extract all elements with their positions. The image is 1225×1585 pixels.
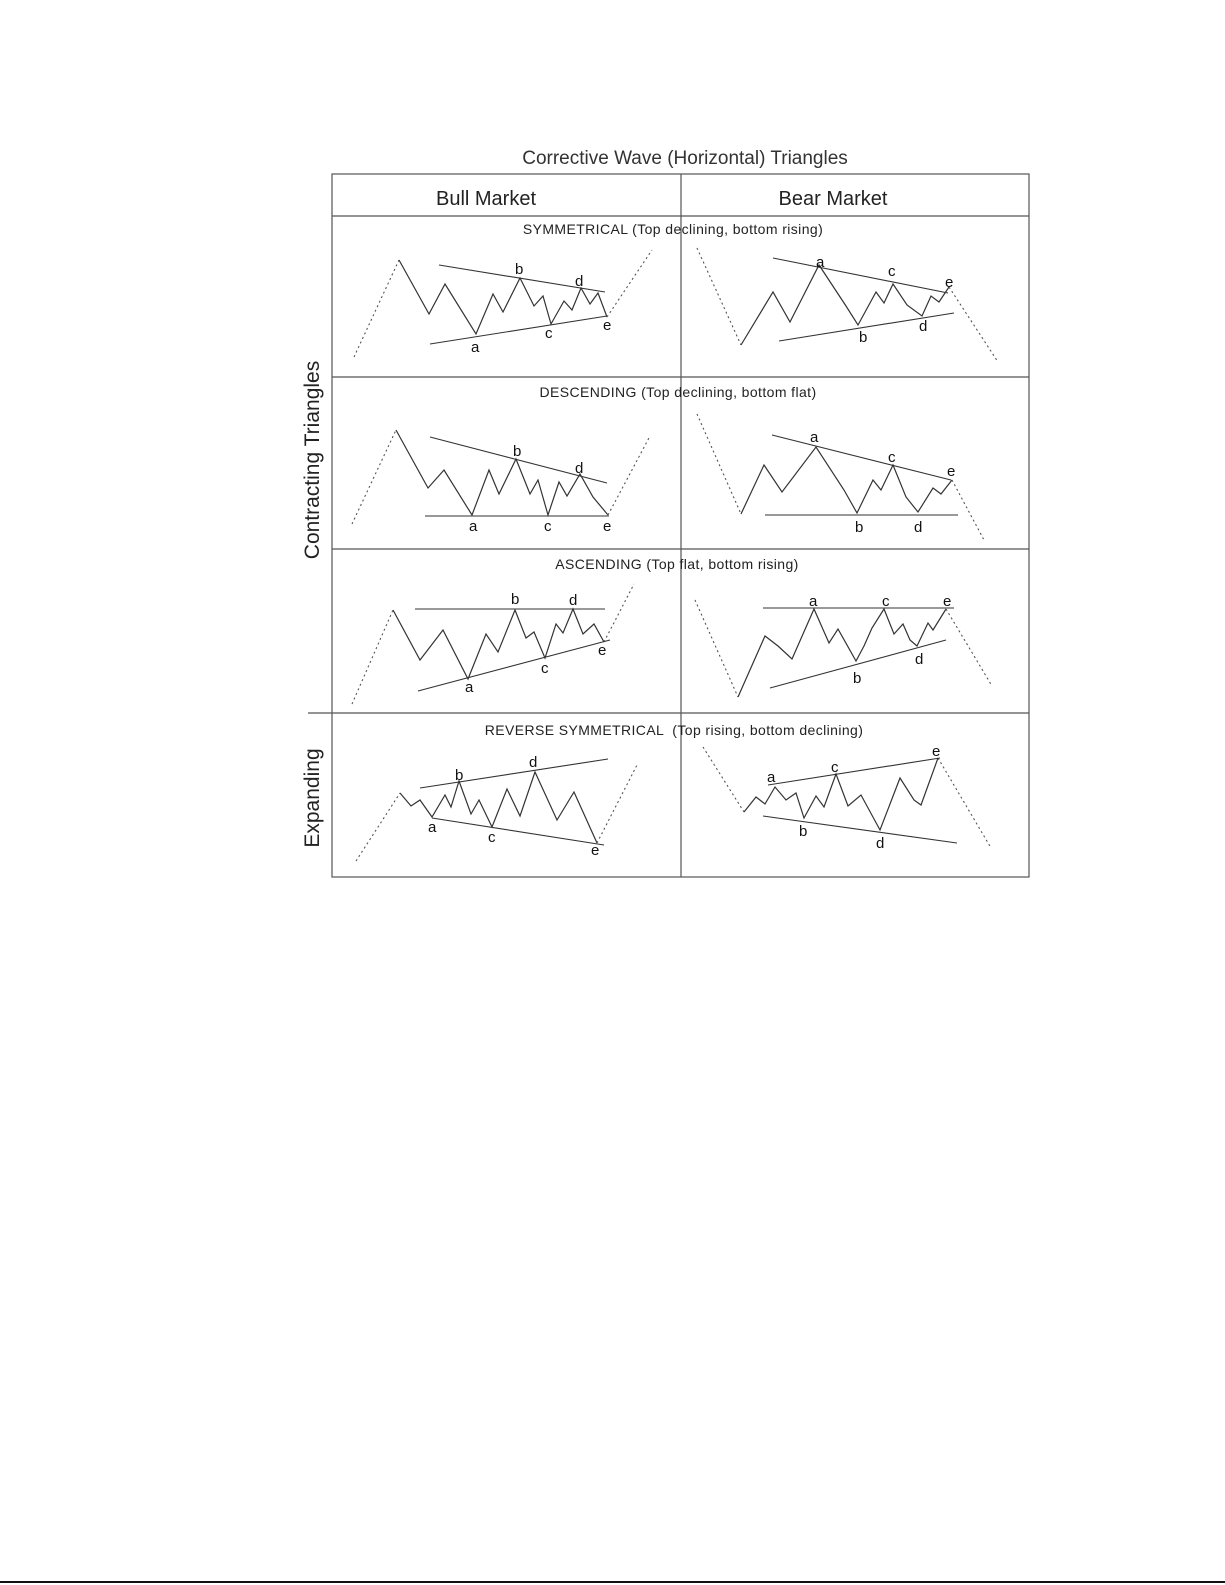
side-label-expanding: Expanding [301, 748, 324, 848]
wave-label-a: a [471, 339, 480, 356]
diagram-symmetrical-bear [697, 248, 998, 362]
wave-label-b: b [853, 670, 862, 687]
wave-label-e: e [603, 317, 612, 334]
wave-label-e: e [591, 842, 600, 859]
row-heading-ascending: ASCENDING (Top flat, bottom rising) [555, 556, 799, 572]
wave-label-a: a [469, 518, 478, 535]
wave-label-b: b [855, 519, 864, 536]
diagram-descending-bear [697, 414, 984, 540]
diagram-reverse-symmetrical-bull [356, 754, 637, 861]
wave-label-c: c [888, 263, 896, 280]
wave-label-c: c [545, 325, 553, 342]
wave-label-a: a [465, 679, 474, 696]
row-heading-symmetrical: SYMMETRICAL (Top declining, bottom rising) [522, 221, 824, 237]
wave-label-d: d [569, 592, 578, 609]
row-heading-descending: DESCENDING (Top declining, bottom flat) [539, 384, 817, 400]
wave-label-c: c [488, 829, 496, 846]
diagram-symmetrical-bull [354, 250, 652, 357]
wave-label-a: a [809, 593, 818, 610]
row-heading-reverse-symmetrical: REVERSE SYMMETRICAL (Top rising, bottom declining) [484, 722, 864, 738]
column-header-bear: Bear Market [778, 188, 888, 210]
wave-label-b: b [511, 591, 520, 608]
wave-label-c: c [882, 593, 890, 610]
wave-label-d: d [575, 460, 584, 477]
diagram-reverse-symmetrical-bear [703, 743, 991, 852]
wave-label-e: e [943, 593, 952, 610]
wave-label-a: a [810, 429, 819, 446]
wave-label-e: e [947, 463, 956, 480]
wave-label-b: b [513, 443, 522, 460]
wave-label-d: d [914, 519, 923, 536]
diagram-ascending-bear [695, 593, 992, 697]
figure-title: Corrective Wave (Horizontal) Triangles [522, 148, 848, 169]
wave-label-b: b [799, 823, 808, 840]
wave-label-a: a [428, 819, 437, 836]
wave-label-d: d [915, 651, 924, 668]
wave-label-e: e [603, 518, 612, 535]
wave-label-d: d [529, 754, 538, 771]
wave-label-e: e [932, 743, 941, 760]
diagram-descending-bull [352, 430, 650, 535]
wave-label-c: c [544, 518, 552, 535]
wave-label-c: c [541, 660, 549, 677]
wave-label-d: d [919, 318, 928, 335]
wave-label-c: c [831, 759, 839, 776]
wave-label-e: e [598, 642, 607, 659]
wave-label-a: a [767, 769, 776, 786]
wave-label-e: e [945, 274, 954, 291]
side-label-contracting: Contracting Triangles [301, 360, 324, 560]
wave-label-d: d [575, 273, 584, 290]
column-header-bull: Bull Market [435, 188, 537, 210]
wave-label-b: b [859, 329, 868, 346]
wave-label-d: d [876, 835, 885, 852]
diagram-ascending-bull [352, 584, 634, 704]
wave-label-a: a [816, 254, 825, 271]
page-bottom-rule [0, 1581, 1225, 1583]
wave-label-b: b [515, 261, 524, 278]
wave-label-b: b [455, 767, 464, 784]
wave-label-c: c [888, 449, 896, 466]
